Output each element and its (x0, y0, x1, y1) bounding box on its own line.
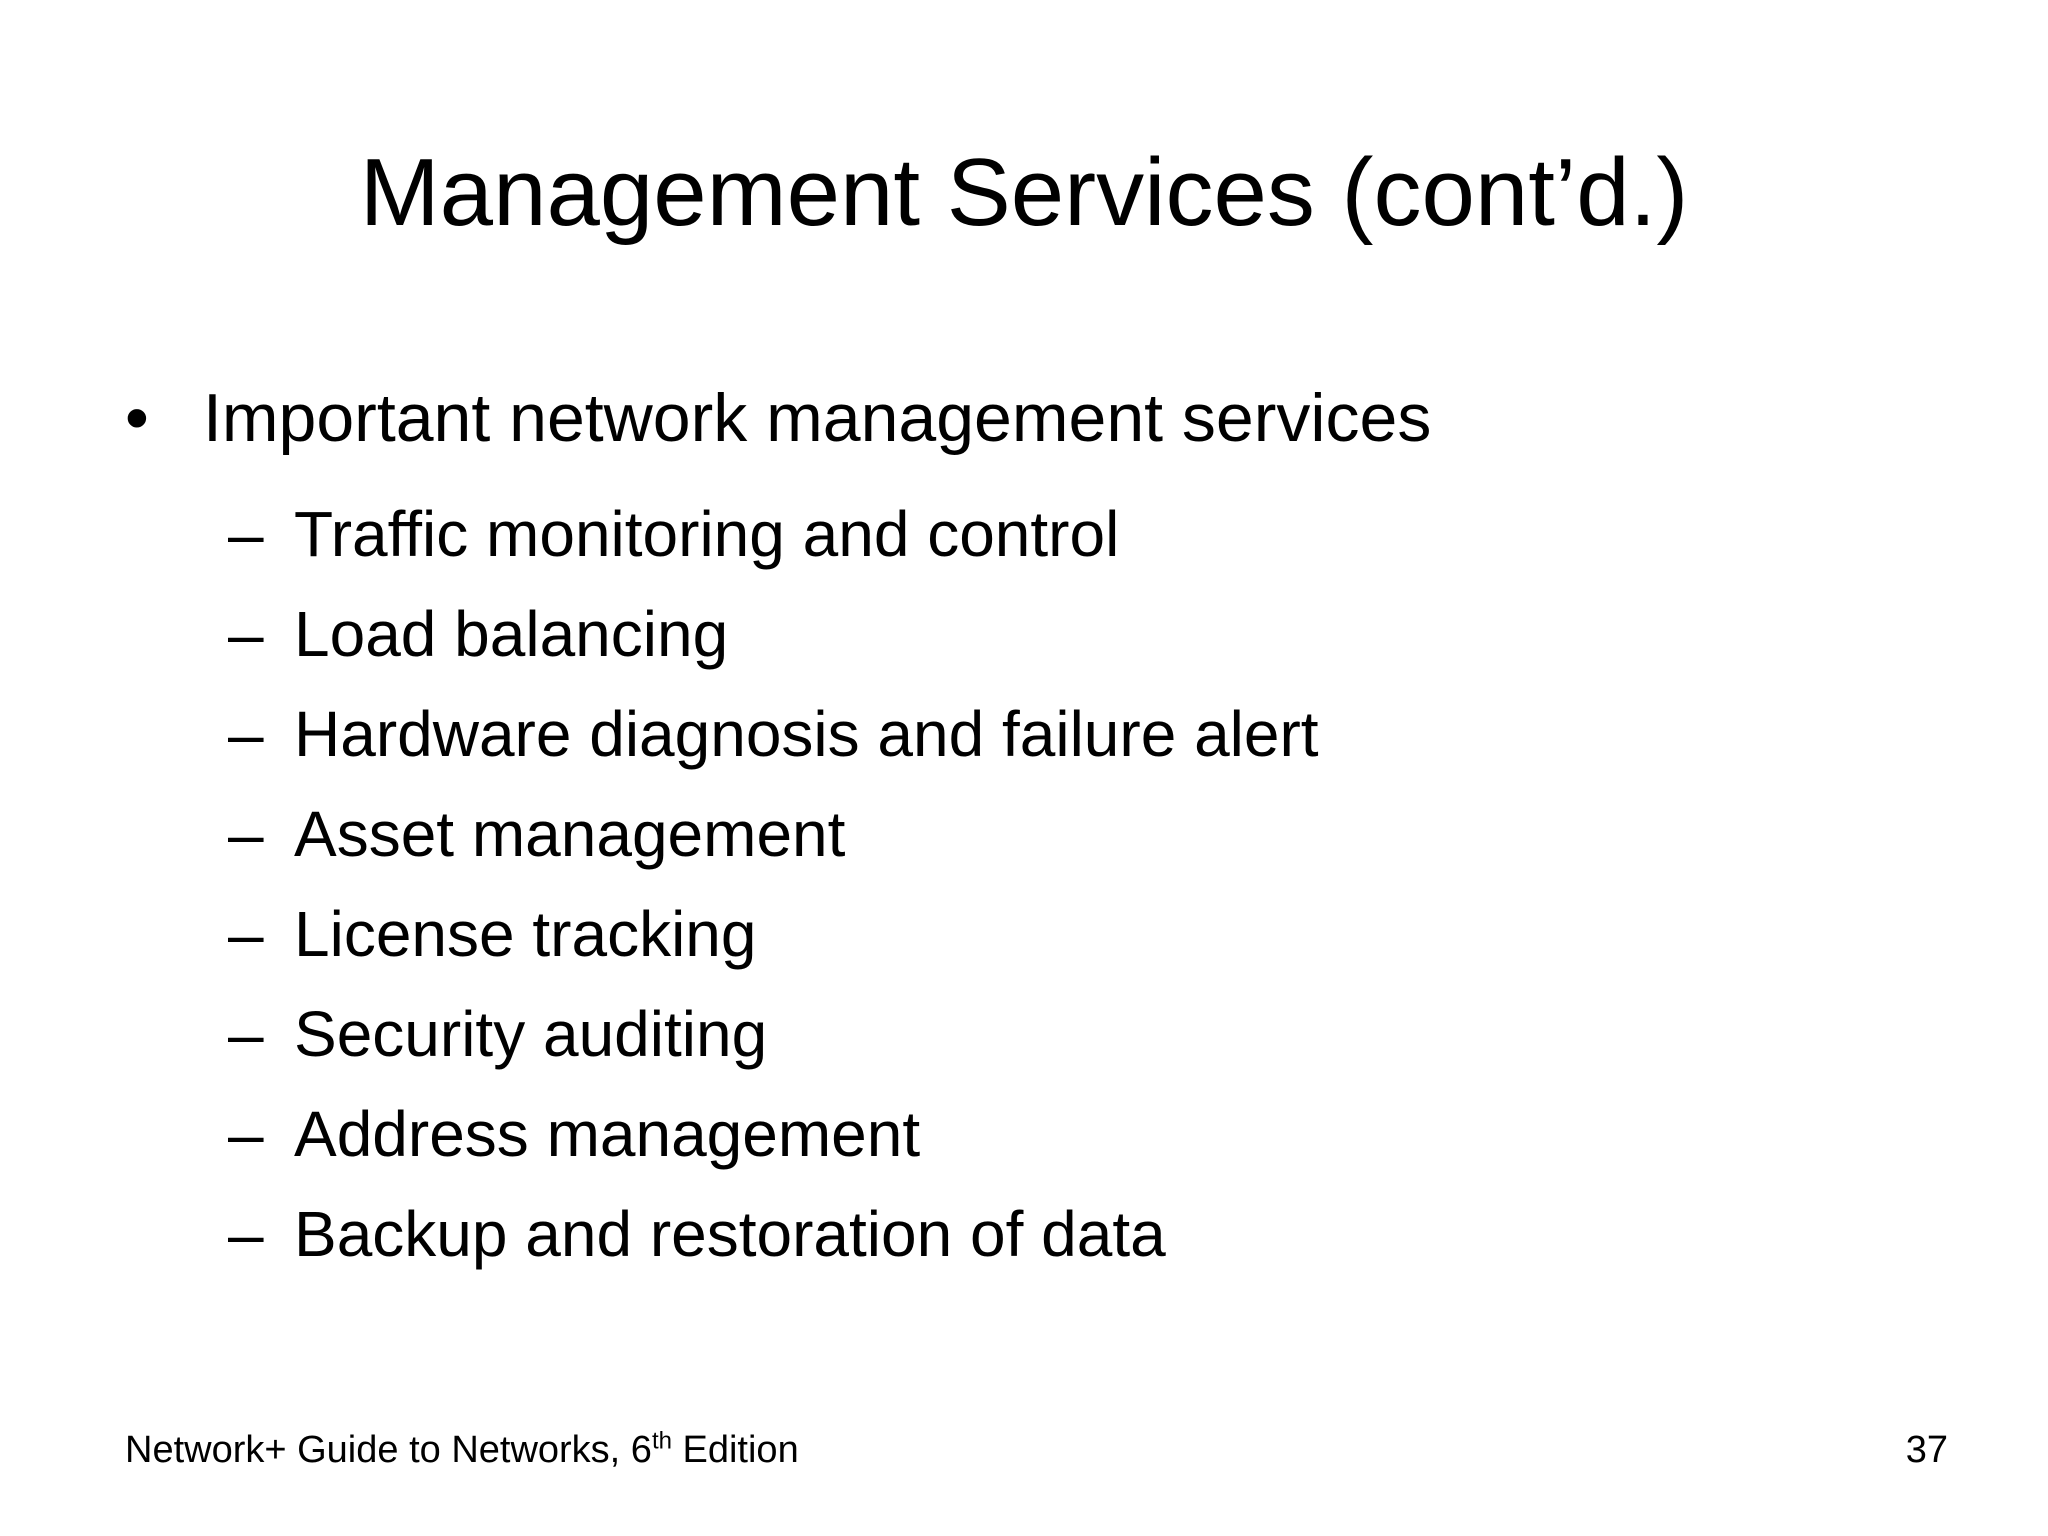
dash-glyph: – (228, 498, 264, 570)
sub-bullet-item (228, 984, 1319, 1084)
page-number: 37 (1905, 1429, 1948, 1471)
footer-book-prefix: Network+ Guide to Networks, 6 (125, 1429, 652, 1471)
sub-bullet-text: Asset management (294, 798, 846, 870)
sub-bullet-text: Load balancing (294, 598, 729, 670)
sub-bullet-item (228, 584, 1319, 684)
dash-glyph: – (228, 698, 264, 770)
sub-bullet-item (228, 484, 1319, 584)
bullet-glyph: • (125, 380, 149, 456)
sub-bullet-text: Hardware diagnosis and failure alert (294, 698, 1319, 770)
main-bullet-text: Important network management services (203, 380, 1432, 456)
sub-bullet-item (228, 684, 1319, 784)
slide-title: Management Services (cont’d.) (359, 139, 1689, 246)
sub-bullet-item (228, 884, 1319, 984)
dash-glyph: – (228, 598, 264, 670)
dash-glyph: – (228, 798, 264, 870)
footer-book-superscript: th (651, 1427, 672, 1455)
sub-bullet-list (228, 484, 1319, 1284)
dash-glyph: – (228, 1198, 264, 1270)
dash-glyph: – (228, 898, 264, 970)
sub-bullet-text: Backup and restoration of data (294, 1198, 1166, 1270)
sub-bullet-text: Traffic monitoring and control (294, 498, 1120, 570)
sub-bullet-item (228, 1184, 1319, 1284)
sub-bullet-text: Address management (294, 1098, 921, 1170)
main-bullet (125, 378, 1431, 458)
sub-bullet-item (228, 784, 1319, 884)
sub-bullet-text: Security auditing (294, 998, 768, 1070)
footer-book-suffix: Edition (671, 1429, 799, 1471)
sub-bullet-text: License tracking (294, 898, 757, 970)
sub-bullet-item (228, 1084, 1319, 1184)
footer-book-title (125, 1428, 799, 1472)
dash-glyph: – (228, 998, 264, 1070)
dash-glyph: – (228, 1098, 264, 1170)
